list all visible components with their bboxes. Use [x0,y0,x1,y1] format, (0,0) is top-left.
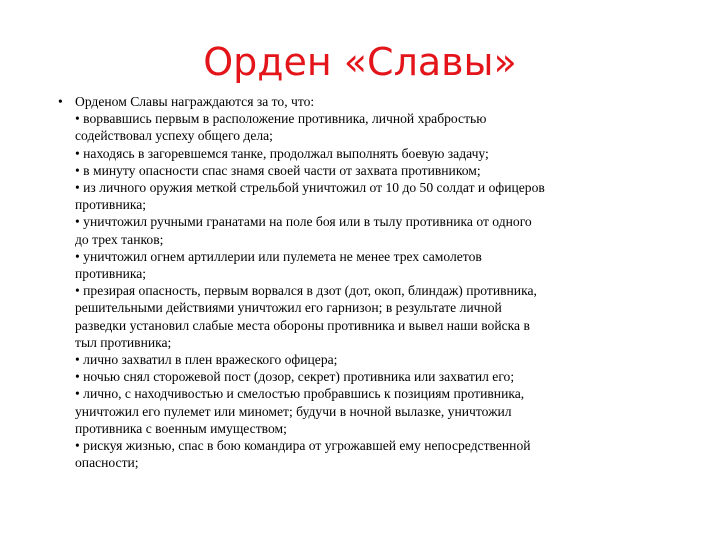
text-line: • в минуту опасности спас знамя своей части от захвата противником; [75,162,481,178]
text-line: содействовал успеху общего дела; [75,128,273,144]
slide-title: Орден «Славы» [203,40,517,84]
slide-body [58,93,664,471]
text-line: • находясь в загоревшемся танке, продолжал выполнять боевую задачу; [75,145,489,161]
text-line: опасности; [75,455,139,471]
text-line: • уничтожил ручными гранатами на поле боя или в тылу противника от одного [75,214,532,230]
bullet-list-item [58,93,664,471]
text-line: • лично захватил в плен вражеского офицера; [75,352,338,368]
text-line: • ночью снял сторожевой пост (дозор, секрет) противника или захватил его; [75,369,515,385]
text-line: до трех танков; [75,231,164,247]
text-line: • лично, с находчивостью и смелостью пробравшись к позициям противника, [75,386,525,402]
bullet-text [75,93,664,471]
text-line: уничтожил его пулемет или миномет; будучи в ночной вылазке, уничтожил [75,403,512,419]
text-line: противника; [75,197,147,213]
text-line: Орденом Славы награждаются за то, что: [75,94,315,109]
bullet-icon: • [58,94,63,109]
text-line: • уничтожил огнем артиллерии или пулемета не менее трех самолетов [75,248,482,264]
text-line: • рискуя жизнью, спас в бою командира от угрожавшей ему непосредственной [75,438,531,454]
text-line: • из личного оружия меткой стрельбой уничтожил от 10 до 50 солдат и офицеров [75,180,545,196]
text-line: • презирая опасность, первым ворвался в дзот (дот, окоп, блиндаж) противника, [75,283,537,299]
text-line: • ворвавшись первым в расположение противника, личной храбростью [75,111,487,127]
text-line: противника с военным имуществом; [75,420,287,436]
text-line: противника; [75,266,147,282]
text-line: решительными действиями уничтожил его гарнизон; в результате личной [75,300,502,316]
text-line: тыл противника; [75,334,172,350]
text-line: разведки установил слабые места обороны противника и вывел наши войска в [75,317,530,333]
